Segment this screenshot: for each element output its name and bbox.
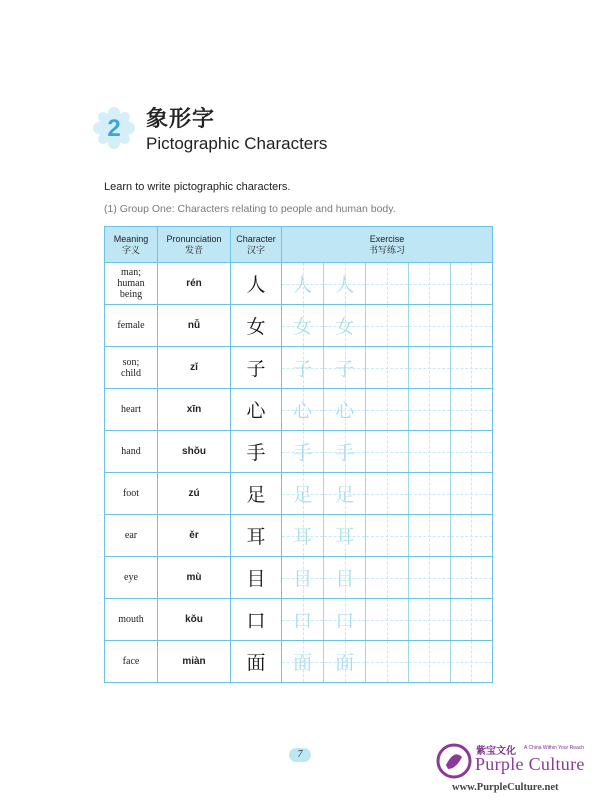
pinyin-cell: nǚ bbox=[158, 305, 231, 347]
practice-box[interactable] bbox=[451, 515, 492, 556]
table-row bbox=[105, 263, 493, 305]
group-subheading: (1) Group One: Characters relating to people and human body. bbox=[104, 203, 396, 215]
character-cell: 目 bbox=[231, 557, 282, 599]
practice-box[interactable] bbox=[409, 557, 451, 598]
practice-box[interactable] bbox=[409, 347, 451, 388]
practice-box[interactable] bbox=[366, 641, 408, 682]
practice-box[interactable] bbox=[324, 515, 366, 556]
trace-character: 口 bbox=[335, 610, 355, 632]
practice-box[interactable] bbox=[451, 641, 492, 682]
pinyin-cell: mù bbox=[158, 557, 231, 599]
practice-box[interactable] bbox=[282, 431, 324, 472]
character-cell: 耳 bbox=[231, 515, 282, 557]
meaning-cell: man; human being bbox=[105, 263, 158, 305]
practice-box[interactable] bbox=[409, 431, 451, 472]
lesson-number-badge bbox=[90, 104, 138, 152]
trace-character: 心 bbox=[293, 400, 313, 422]
practice-box[interactable] bbox=[409, 263, 451, 304]
practice-box[interactable] bbox=[366, 389, 408, 430]
practice-box[interactable] bbox=[282, 473, 324, 514]
trace-character: 心 bbox=[335, 400, 355, 422]
exercise-cell bbox=[282, 557, 493, 599]
practice-box[interactable] bbox=[282, 389, 324, 430]
trace-character: 人 bbox=[335, 274, 355, 296]
trace-character: 足 bbox=[293, 484, 313, 506]
practice-box[interactable] bbox=[282, 347, 324, 388]
trace-character: 子 bbox=[335, 358, 355, 380]
meaning-cell: face bbox=[105, 641, 158, 683]
table-row bbox=[105, 389, 493, 431]
practice-box[interactable] bbox=[282, 263, 324, 304]
watermark-chinese-name: 紫宝文化 bbox=[476, 746, 516, 757]
practice-box[interactable] bbox=[366, 263, 408, 304]
exercise-cell bbox=[282, 347, 493, 389]
trace-character: 面 bbox=[335, 652, 355, 674]
practice-box[interactable] bbox=[451, 263, 492, 304]
table-row bbox=[105, 641, 493, 683]
exercise-cell bbox=[282, 305, 493, 347]
practice-box[interactable] bbox=[366, 473, 408, 514]
practice-box[interactable] bbox=[324, 263, 366, 304]
trace-character: 人 bbox=[293, 274, 313, 296]
table-row bbox=[105, 305, 493, 347]
pinyin-cell: ěr bbox=[158, 515, 231, 557]
practice-box[interactable] bbox=[366, 557, 408, 598]
practice-box[interactable] bbox=[409, 515, 451, 556]
character-cell: 面 bbox=[231, 641, 282, 683]
pinyin-cell: xīn bbox=[158, 389, 231, 431]
practice-box[interactable] bbox=[324, 431, 366, 472]
pinyin-cell: miàn bbox=[158, 641, 231, 683]
practice-box[interactable] bbox=[282, 305, 324, 346]
watermark-url: www.PurpleCulture.net bbox=[452, 782, 559, 793]
practice-box[interactable] bbox=[409, 389, 451, 430]
exercise-cell bbox=[282, 515, 493, 557]
watermark-tagline: A China Within Your Reach bbox=[524, 745, 585, 751]
practice-box[interactable] bbox=[324, 347, 366, 388]
meaning-cell: mouth bbox=[105, 599, 158, 641]
meaning-cell: eye bbox=[105, 557, 158, 599]
practice-box[interactable] bbox=[324, 557, 366, 598]
practice-box[interactable] bbox=[324, 305, 366, 346]
character-cell: 心 bbox=[231, 389, 282, 431]
practice-box[interactable] bbox=[366, 431, 408, 472]
practice-box[interactable] bbox=[451, 431, 492, 472]
page-number: 7 bbox=[289, 748, 311, 762]
lesson-number: 2 bbox=[107, 115, 121, 142]
practice-box[interactable] bbox=[409, 641, 451, 682]
character-cell: 子 bbox=[231, 347, 282, 389]
pinyin-cell: shǒu bbox=[158, 431, 231, 473]
practice-box[interactable] bbox=[366, 347, 408, 388]
exercise-cell bbox=[282, 389, 493, 431]
practice-box[interactable] bbox=[409, 473, 451, 514]
practice-box[interactable] bbox=[451, 347, 492, 388]
meaning-cell: ear bbox=[105, 515, 158, 557]
exercise-cell bbox=[282, 473, 493, 515]
badge-flower-icon bbox=[90, 104, 138, 152]
practice-box[interactable] bbox=[409, 305, 451, 346]
practice-box[interactable] bbox=[324, 473, 366, 514]
trace-character: 口 bbox=[293, 610, 313, 632]
practice-box[interactable] bbox=[366, 599, 408, 640]
character-cell: 手 bbox=[231, 431, 282, 473]
exercise-cell bbox=[282, 599, 493, 641]
practice-box[interactable] bbox=[451, 599, 492, 640]
practice-box[interactable] bbox=[282, 641, 324, 682]
trace-character: 足 bbox=[335, 484, 355, 506]
exercise-cell bbox=[282, 431, 493, 473]
practice-box[interactable] bbox=[451, 389, 492, 430]
lesson-title-english: Pictographic Characters bbox=[146, 134, 328, 153]
table-row bbox=[105, 347, 493, 389]
meaning-cell: heart bbox=[105, 389, 158, 431]
header-exercise: Exercise 书写练习 bbox=[282, 227, 493, 263]
exercise-cell bbox=[282, 263, 493, 305]
trace-character: 目 bbox=[293, 568, 313, 590]
meaning-cell: foot bbox=[105, 473, 158, 515]
practice-table bbox=[104, 226, 493, 683]
pinyin-cell: rén bbox=[158, 263, 231, 305]
practice-box[interactable] bbox=[282, 515, 324, 556]
practice-box[interactable] bbox=[451, 305, 492, 346]
practice-box[interactable] bbox=[324, 641, 366, 682]
instruction-text: Learn to write pictographic characters. bbox=[104, 181, 291, 193]
table-row bbox=[105, 557, 493, 599]
trace-character: 目 bbox=[335, 568, 355, 590]
lesson-title-chinese: 象形字 bbox=[146, 107, 216, 132]
practice-box[interactable] bbox=[451, 557, 492, 598]
meaning-cell: son; child bbox=[105, 347, 158, 389]
trace-character: 手 bbox=[293, 442, 313, 464]
pinyin-cell: zǐ bbox=[158, 347, 231, 389]
character-cell: 口 bbox=[231, 599, 282, 641]
trace-character: 手 bbox=[335, 442, 355, 464]
pinyin-cell: zú bbox=[158, 473, 231, 515]
character-cell: 女 bbox=[231, 305, 282, 347]
practice-box[interactable] bbox=[324, 389, 366, 430]
practice-box[interactable] bbox=[282, 599, 324, 640]
header-pronunciation: Pronunciation 发音 bbox=[158, 227, 231, 263]
trace-character: 面 bbox=[293, 652, 313, 674]
practice-box[interactable] bbox=[324, 599, 366, 640]
practice-box[interactable] bbox=[282, 557, 324, 598]
header-character: Character 汉字 bbox=[231, 227, 282, 263]
table-row bbox=[105, 473, 493, 515]
watermark-brand-name: Purple Culture bbox=[475, 754, 585, 774]
practice-box[interactable] bbox=[409, 599, 451, 640]
meaning-cell: hand bbox=[105, 431, 158, 473]
header-meaning: Meaning 字义 bbox=[105, 227, 158, 263]
practice-box[interactable] bbox=[366, 515, 408, 556]
meaning-cell: female bbox=[105, 305, 158, 347]
table-row bbox=[105, 599, 493, 641]
trace-character: 女 bbox=[335, 316, 355, 338]
trace-character: 子 bbox=[293, 358, 313, 380]
exercise-cell bbox=[282, 641, 493, 683]
table-row bbox=[105, 515, 493, 557]
trace-character: 耳 bbox=[335, 526, 355, 548]
purple-culture-logo-icon bbox=[436, 743, 472, 779]
trace-character: 耳 bbox=[293, 526, 313, 548]
practice-box[interactable] bbox=[366, 305, 408, 346]
table-row bbox=[105, 431, 493, 473]
character-cell: 人 bbox=[231, 263, 282, 305]
character-cell: 足 bbox=[231, 473, 282, 515]
trace-character: 女 bbox=[293, 316, 313, 338]
pinyin-cell: kǒu bbox=[158, 599, 231, 641]
practice-box[interactable] bbox=[451, 473, 492, 514]
